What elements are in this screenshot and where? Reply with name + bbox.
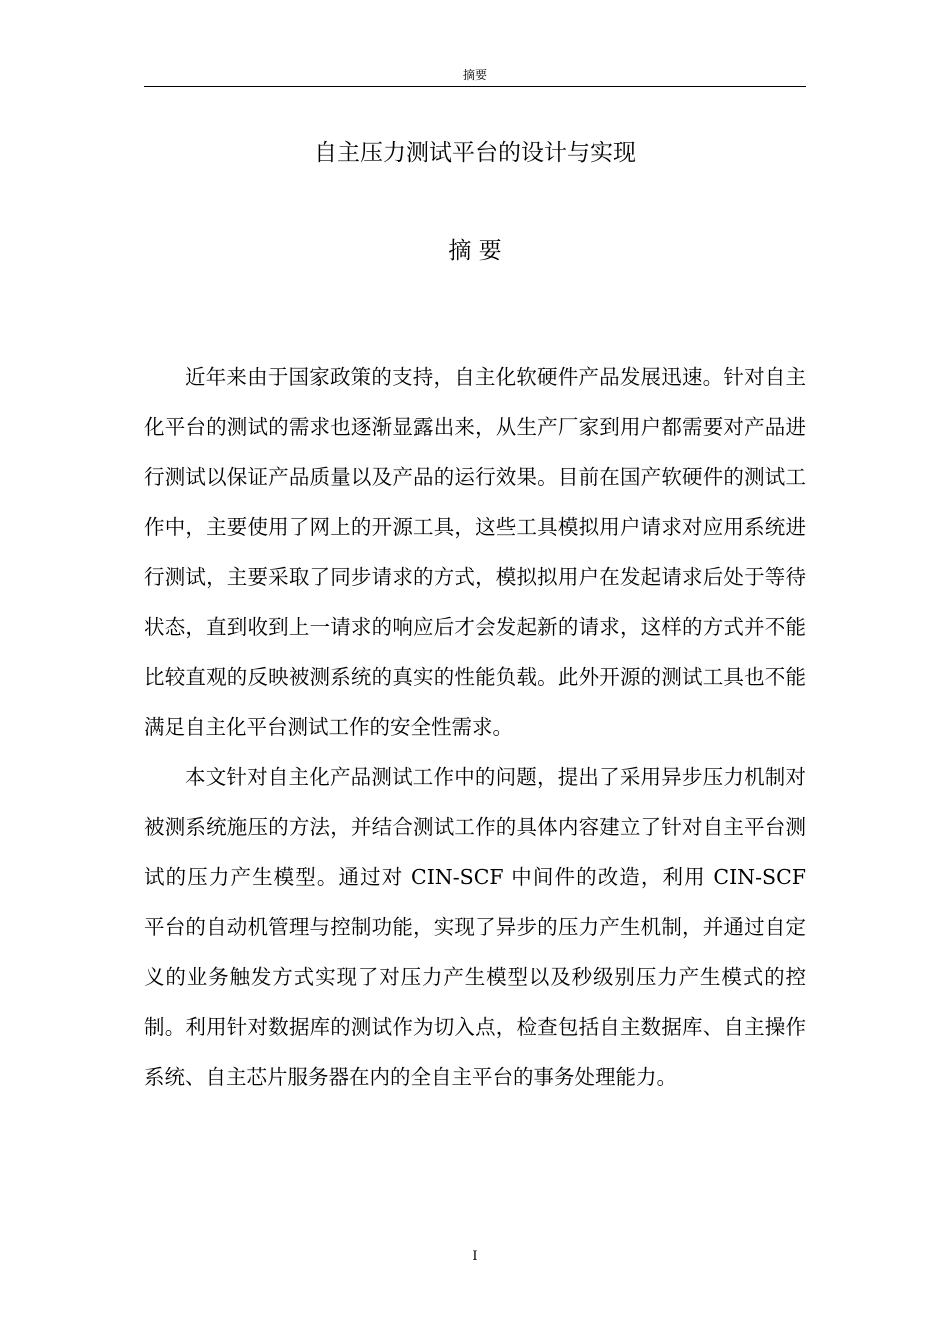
- thesis-title: 自主压力测试平台的设计与实现: [314, 140, 636, 166]
- abstract-body: [144, 352, 806, 1102]
- abstract-paragraph: 近年来由于国家政策的支持，自主化软硬件产品发展迅速。针对自主化平台的测试的需求也逐渐显露出来，从生产厂家到用户都需要对产品进行测试以保证产品质量以及产品的运行效果。目前在国产软硬件的测试工作中，主要使用了网上的开源工具，这些工具模拟用户请求对应用系统进行测试，主要采取了同步请求的方式，模拟拟用户在发起请求后处于等待状态，直到收到上一请求的响应后才会发起新的请求，这样的方式并不能比较直观的反映被测系统的真实的性能负载。此外开源的测试工具也不能满足自主化平台测试工作的安全性需求。: [144, 365, 806, 739]
- header-rule: [144, 86, 806, 87]
- abstract-paragraph: 本文针对自主化产品测试工作中的问题，提出了采用异步压力机制对被测系统施压的方法，并结合测试工作的具体内容建立了针对自主平台测试的压力产生模型。通过对 CIN-SCF 中间件的改造，利用 CIN-SCF 平台的自动机管理与控制功能，实现了异步的压力产生机制，并通过自定义的业务触发方式实现了对压力产生模型以及秒级别压力产生模式的控制。利用针对数据库的测试作为切入点，检查包括自主数据库、自主操作系统、自主芯片服务器在内的全自主平台的事务处理能力。: [144, 765, 806, 1089]
- running-header: 摘要: [462, 68, 487, 82]
- abstract-heading: 摘 要: [448, 238, 502, 264]
- page-number: I: [472, 1249, 478, 1264]
